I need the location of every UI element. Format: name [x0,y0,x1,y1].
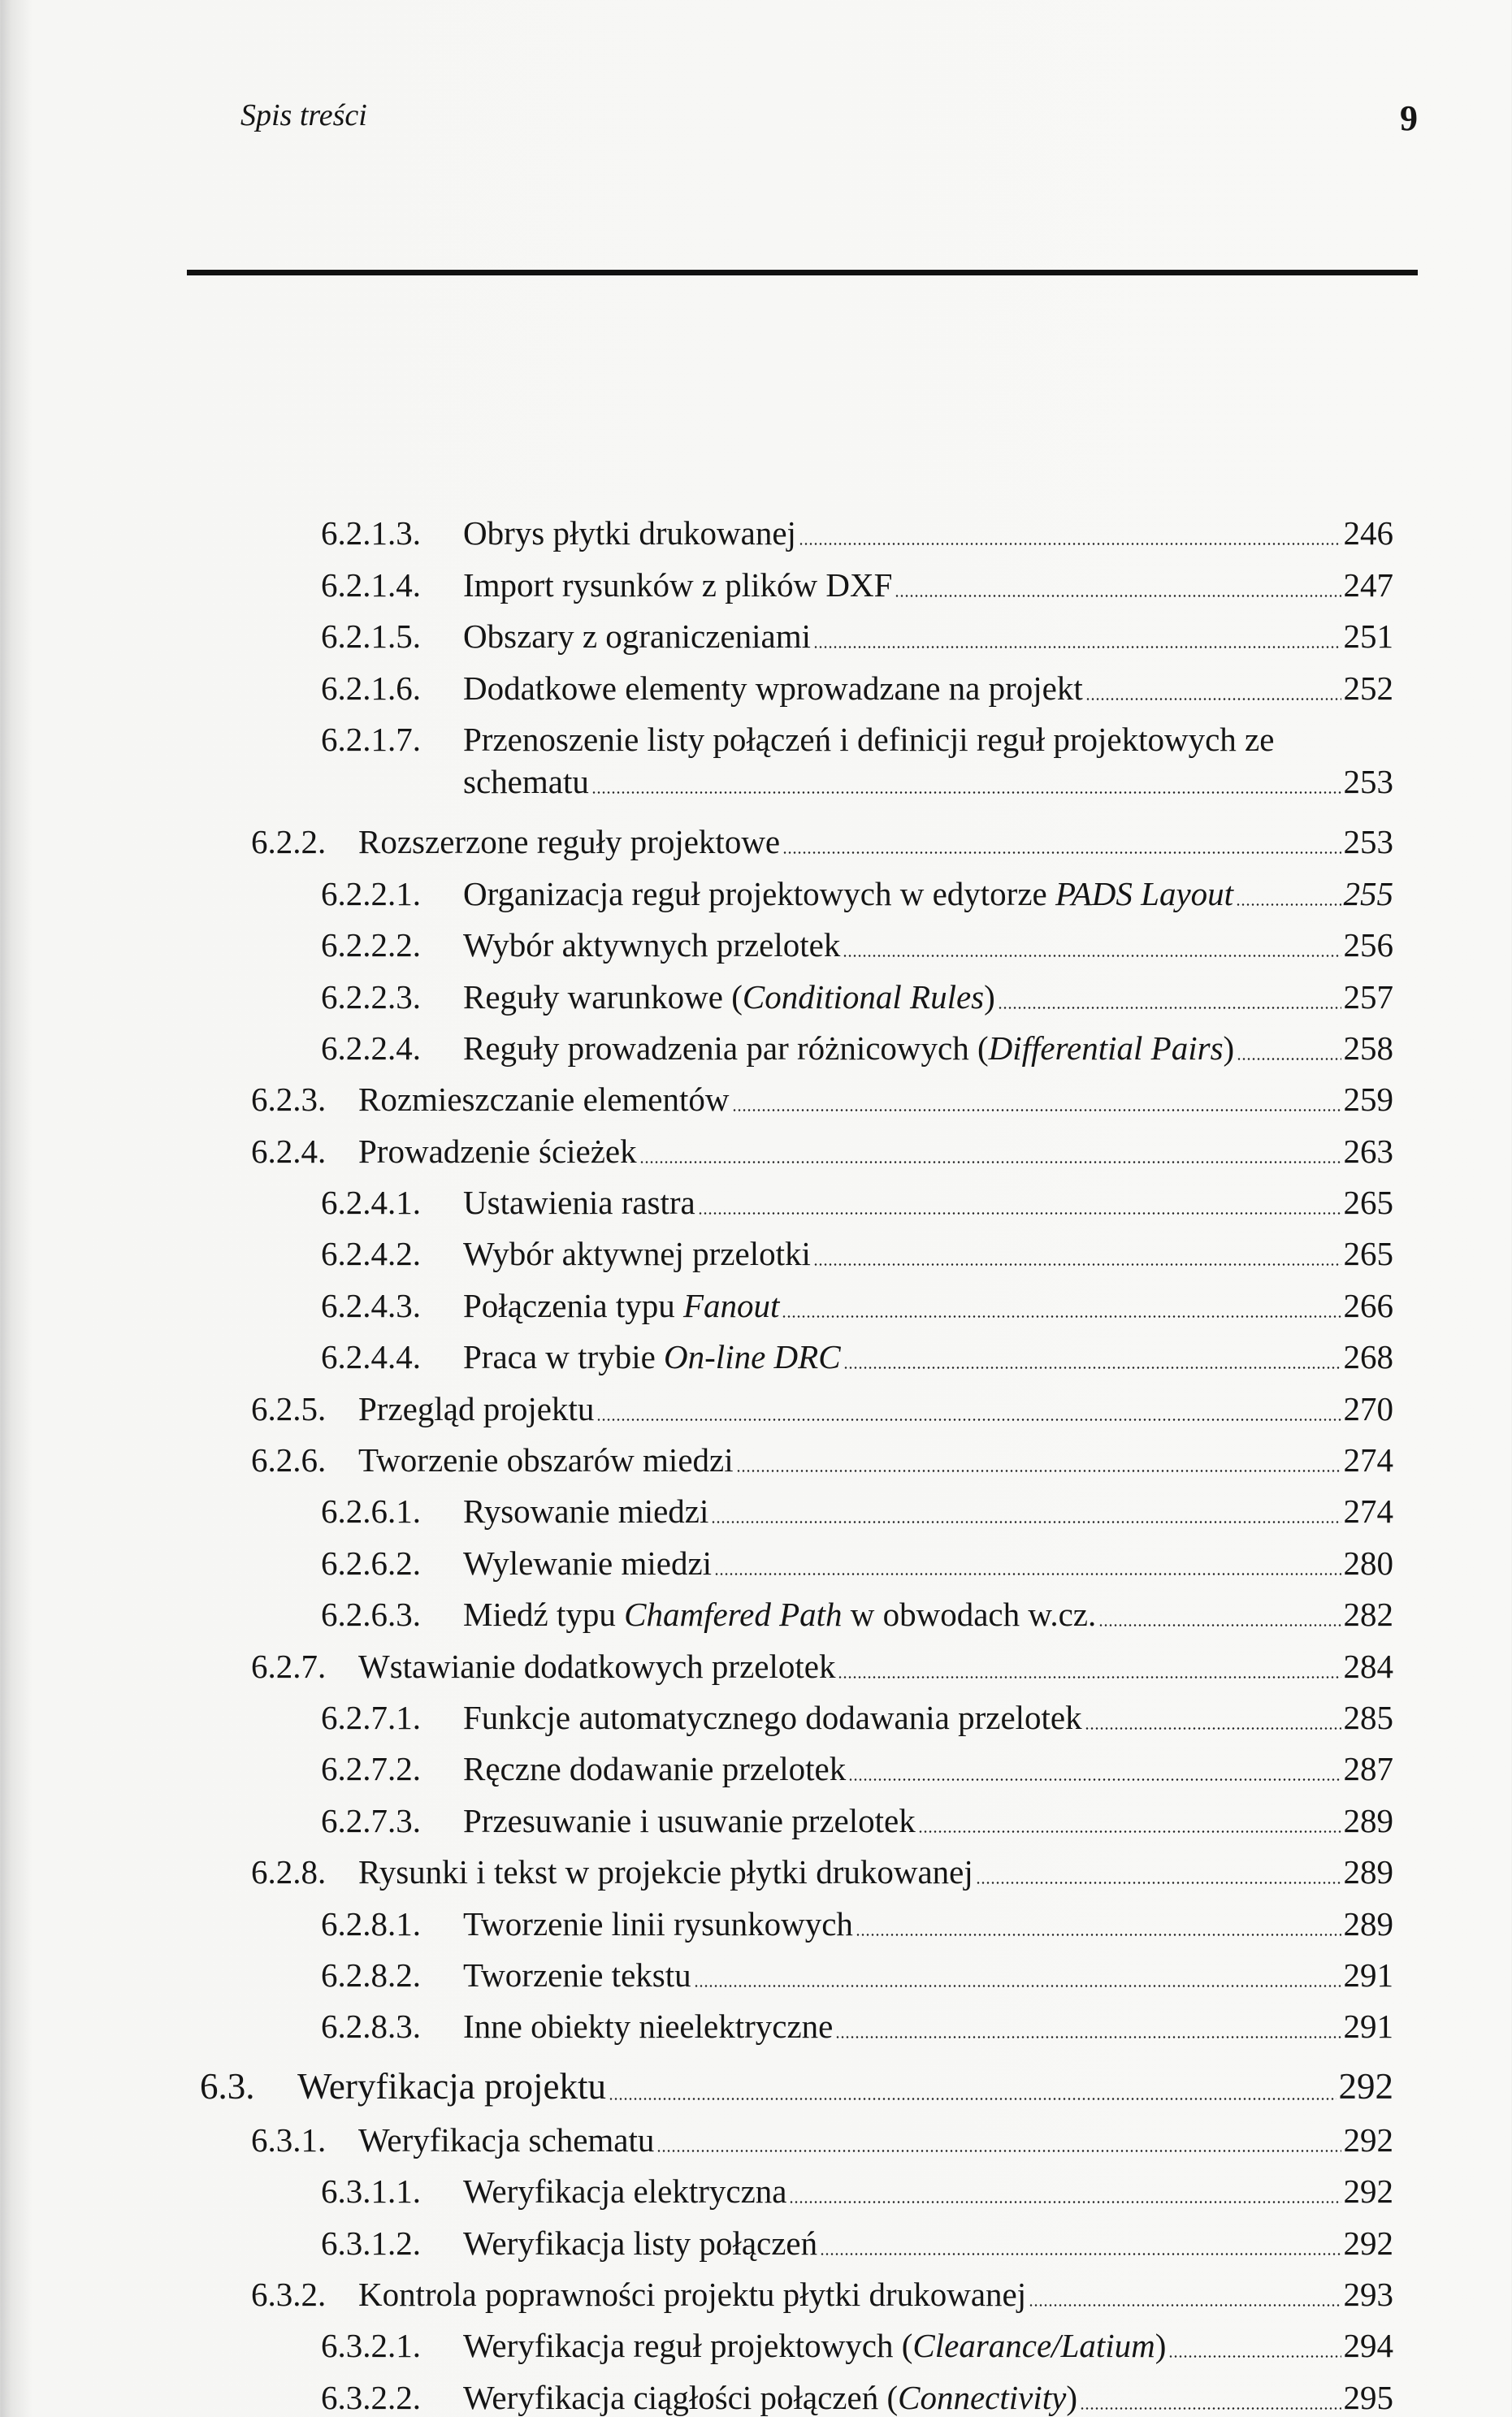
entry-number: 6.2.1.7. [321,720,421,758]
entry-title-text: Tworzenie obszarów miedzi [358,1441,734,1479]
entry-number: 6.2.2.4. [321,1029,421,1067]
entry-title [358,1440,734,1479]
entry-title-text: Kontrola poprawności projektu płytki drukowanej [358,2275,1027,2313]
dot-leader [843,955,1341,957]
toc-entry [0,1376,1393,1427]
entry-number: 6.2.7.2. [321,1750,421,1788]
entry-title-italic: Connectivity [898,2378,1067,2416]
toc-entry [0,2263,1393,2314]
dot-leader [1085,698,1341,700]
toc-entry [0,861,1393,912]
dot-leader [848,1778,1341,1781]
entry-number: 6.2.7.3. [321,1801,421,1839]
entry-title-text: Weryfikacja projektu [297,2066,606,2107]
table-of-contents [0,501,1393,2417]
entry-page-number: 291 [1343,1956,1393,1994]
entry-page-number: 282 [1343,1596,1393,1634]
entry-title [463,1286,779,1325]
entry-line [321,708,1393,759]
entry-title-italic: PADS Layout [1055,874,1234,912]
entry-title [358,1389,594,1428]
entry-title [463,1337,841,1376]
entry-page-number: 259 [1343,1081,1393,1119]
toc-entry [0,1686,1393,1737]
entry-page-number: 266 [1343,1286,1393,1324]
toc-entry [0,1634,1393,1685]
entry-page-number: 294 [1343,2327,1393,2365]
entry-title-italic: Differential Pairs [988,1029,1224,1067]
toc-entry [0,1788,1393,1839]
entry-page-number: 253 [1343,762,1393,800]
entry-page-number: 258 [1343,1029,1393,1067]
dot-leader [1098,1624,1341,1626]
toc-entry [0,656,1393,707]
entry-number: 6.3.2.2. [321,2378,421,2416]
dot-leader [639,1161,1341,1163]
entry-page-number: 285 [1343,1698,1393,1736]
toc-entry [0,2055,1393,2107]
dot-leader [711,1521,1341,1523]
entry-title-suffix: ) [1066,2378,1077,2416]
dot-leader [591,791,1341,794]
entry-number: 6.2.5. [251,1389,327,1427]
entry-title [463,1595,1096,1634]
entry-page-number: 263 [1343,1132,1393,1170]
entry-title-text: Wylewanie miedzi [463,1544,713,1582]
toc-entry [0,501,1393,552]
entry-title-text: Tworzenie tekstu [463,1956,691,1994]
entry-number: 6.3.1.1. [321,2172,421,2211]
entry-number: 6.2.1.4. [321,565,421,604]
entry-title [463,2007,833,2046]
dot-leader [856,1934,1341,1936]
toc-entry [0,604,1393,656]
entry-page-number: 256 [1343,926,1393,964]
dot-leader [976,1882,1341,1884]
entry-page-number: 289 [1343,1904,1393,1943]
toc-entry [0,2314,1393,2365]
entry-number: 6.2.7.1. [321,1698,421,1736]
entry-title [463,1183,695,1222]
entry-page-number: 246 [1343,514,1393,552]
running-title: Spis treści [240,98,367,132]
entry-page-number: 255 [1343,874,1393,912]
entry-number: 6.2.1.5. [321,617,421,656]
entry-title-text: Przesuwanie i usuwanie przelotek [463,1801,916,1839]
entry-page-number: 265 [1343,1235,1393,1273]
entry-title-text: Rysunki i tekst w projekcie płytki drukowanej [358,1853,973,1891]
dot-leader [918,1830,1341,1833]
entry-title-text: Przenoszenie listy połączeń i definicji reguł projektowych ze [463,720,1275,758]
toc-entry [0,1531,1393,1582]
entry-number: 6.3.2.1. [321,2327,421,2365]
dot-leader [820,2253,1341,2255]
entry-title-text: Wybór aktywnej przelotki [463,1235,811,1273]
entry-page-number: 291 [1343,2008,1393,2046]
entry-page-number: 293 [1343,2275,1393,2313]
entry-title-text: Tworzenie linii rysunkowych [463,1904,853,1943]
toc-entry [0,1325,1393,1376]
entry-title [463,513,796,552]
toc-entry [0,2107,1393,2159]
entry-page-number: 292 [1343,2224,1393,2262]
entry-title [358,1852,973,1891]
entry-number: 6.2.8. [251,1853,327,1891]
entry-number: 6.2.4.3. [321,1286,421,1324]
entry-title [463,874,1233,913]
entry-title-text: Rysowanie miedzi [463,1492,709,1531]
entry-number: 6.2.8.1. [321,1904,421,1943]
toc-entry [0,552,1393,604]
entry-title-text: Praca w trybie [463,1338,665,1376]
entry-number: 6.2.2.1. [321,874,421,912]
toc-entry [0,913,1393,964]
entry-title-suffix: ) [984,977,995,1016]
toc-entry [0,1737,1393,1788]
toc-entry [0,1428,1393,1479]
dot-leader [1080,2407,1341,2410]
entry-title-text: Weryfikacja listy połączeń [463,2224,818,2262]
entry-title-text: Ustawienia rastra [463,1184,695,1222]
entry-title-text: Weryfikacja ciągłości połączeń ( [463,2378,899,2416]
entry-page-number: 292 [1343,2172,1393,2211]
page-header [187,97,1418,276]
entry-title-suffix: w obwodach w.cz. [842,1596,1097,1634]
entry-number: 6.2.1.6. [321,669,421,707]
entry-page-number: 287 [1343,1750,1393,1788]
dot-leader [843,1367,1341,1369]
entry-number: 6.2.6.3. [321,1596,421,1634]
entry-number: 6.2.4.4. [321,1338,421,1376]
entry-title-text: Reguły warunkowe ( [463,977,743,1016]
entry-title [463,1234,811,1273]
entry-title-text: Dodatkowe elementy wprowadzane na projekt [463,669,1083,707]
entry-title-text: Import rysunków z plików DXF [463,565,893,604]
entry-number: 6.2.8.2. [321,1956,421,1994]
entry-title-text: Inne obiekty nieelektryczne [463,2008,834,2046]
entry-number: 6.2.6. [251,1441,327,1479]
entry-title [358,1132,637,1171]
entry-title [358,822,780,861]
dot-leader [1085,1727,1341,1730]
entry-title [358,1647,835,1686]
entry-title [463,2224,817,2263]
entry-page-number: 280 [1343,1544,1393,1582]
entry-number: 6.2.2. [251,823,327,861]
entry-number: 6.3. [200,2066,255,2107]
dot-leader [609,2098,1337,2100]
entry-title [358,2275,1026,2314]
entry-title-text: Rozszerzone reguły projektowe [358,823,781,861]
dot-leader [813,646,1341,648]
entry-title [463,1544,712,1583]
toc-entry [0,2211,1393,2262]
entry-title-italic: Chamfered Path [624,1596,843,1634]
toc-entry [0,1479,1393,1531]
entry-title-text: Rozmieszczanie elementów [358,1081,730,1119]
entry-title [463,1956,691,1995]
entry-page-number: 289 [1343,1801,1393,1839]
page-number: 9 [1400,98,1418,138]
dot-leader [782,851,1341,854]
dot-leader [736,1470,1341,1472]
entry-page-number: 292 [1338,2066,1393,2107]
entry-number: 6.2.4.2. [321,1235,421,1273]
toc-entry [0,1119,1393,1170]
entry-number: 6.2.6.1. [321,1492,421,1531]
entry-number: 6.3.2. [251,2275,327,2313]
entry-title-suffix: ) [1155,2327,1167,2365]
entry-title-text: Weryfikacja reguł projektowych ( [463,2327,913,2365]
toc-entry [0,964,1393,1016]
dot-leader [714,1573,1341,1575]
entry-title [358,1080,730,1119]
dot-leader [596,1419,1341,1421]
header-rule [187,270,1418,275]
entry-number: 6.2.6.2. [321,1544,421,1582]
entry-title [463,925,840,964]
toc-entry [0,2365,1393,2416]
entry-title-text: Połączenia typu [463,1286,683,1324]
entry-number: 6.2.2.2. [321,926,421,964]
entry-title-text: Przegląd projektu [358,1389,595,1427]
dot-leader [782,1315,1341,1318]
entry-number: 6.2.4.1. [321,1184,421,1222]
entry-page-number: 251 [1343,617,1393,656]
dot-leader [1029,2304,1341,2307]
entry-page-number: 253 [1343,823,1393,861]
dot-leader [732,1109,1341,1111]
dot-leader [656,2150,1341,2152]
entry-title [297,2065,606,2107]
dot-leader [1237,1058,1341,1060]
entry-title-italic: On-line DRC [664,1338,841,1376]
entry-title-suffix: ) [1223,1029,1235,1067]
toc-entry [0,1171,1393,1222]
entry-number: 6.2.3. [251,1081,327,1119]
toc-entry [0,1016,1393,1068]
entry-title-italic: Fanout [682,1286,780,1324]
toc-entry [0,810,1393,861]
toc-entry [0,1943,1393,1995]
entry-page-number: 289 [1343,1853,1393,1891]
entry-title [463,2172,786,2211]
toc-entry [0,1068,1393,1119]
dot-leader [895,595,1341,597]
dot-leader [813,1263,1341,1266]
entry-title [463,720,1274,759]
entry-title [463,1698,1082,1737]
entry-page-number: 257 [1343,977,1393,1016]
entry-title-text: Wybór aktywnych przelotek [463,926,841,964]
entry-page-number: 284 [1343,1647,1393,1685]
entry-page-number: 295 [1343,2378,1393,2416]
entry-title [463,977,995,1016]
toc-entry [0,1273,1393,1324]
entry-page-number: 247 [1343,565,1393,604]
dot-leader [998,1007,1341,1009]
dot-leader [838,1676,1341,1678]
entry-page-number: 274 [1343,1492,1393,1531]
dot-leader [698,1212,1341,1215]
toc-entry [0,1995,1393,2046]
entry-page-number: 270 [1343,1389,1393,1427]
entry-title-italic: Clearance/Latium [912,2327,1155,2365]
dot-leader [799,543,1341,545]
entry-page-number: 274 [1343,1441,1393,1479]
entry-title [463,617,811,656]
toc-entry [0,1583,1393,1634]
toc-entry [0,2159,1393,2211]
entry-title [463,2326,1166,2365]
dot-leader [694,1985,1341,1987]
dot-leader [1168,2355,1341,2358]
entry-number: 6.2.4. [251,1132,327,1170]
entry-title-text: Obrys płytki drukowanej [463,514,796,552]
entry-title-text: Weryfikacja elektryczna [463,2172,787,2211]
entry-title-text: Funkcje automatycznego dodawania przelotek [463,1698,1082,1736]
entry-title [463,1904,853,1943]
entry-title [463,565,892,604]
toc-entry [0,1222,1393,1273]
entry-page-number: 252 [1343,669,1393,707]
entry-title-text: Wstawianie dodatkowych przelotek [358,1647,836,1685]
entry-number: 6.3.1.2. [321,2224,421,2262]
entry-title [463,1029,1234,1068]
entry-title [358,2120,654,2159]
entry-number: 6.2.1.3. [321,514,421,552]
entry-page-number: 292 [1343,2120,1393,2159]
entry-title-text: Reguły prowadzenia par różnicowych ( [463,1029,989,1067]
dot-leader [1236,903,1341,906]
entry-title-text: Weryfikacja schematu [358,2120,655,2159]
dot-leader [789,2201,1341,2203]
entry-page-number: 265 [1343,1184,1393,1222]
entry-number: 6.2.2.3. [321,977,421,1016]
entry-number: 6.3.1. [251,2120,327,2159]
entry-page-number: 268 [1343,1338,1393,1376]
entry-title [463,1801,916,1840]
entry-title-text: Ręczne dodawanie przelotek [463,1750,847,1788]
dot-leader [835,2036,1341,2038]
entry-title-text: Prowadzenie ścieżek [358,1132,637,1170]
toc-entry [0,708,1393,801]
entry-title-continuation: schematu [463,762,589,800]
entry-title-text: Miedź typu [463,1596,625,1634]
entry-title-text: Obszary z ograniczeniami [463,617,812,656]
entry-title [463,1749,846,1788]
entry-title [463,1492,708,1531]
entry-title [463,669,1083,708]
entry-title-italic: Conditional Rules [742,977,985,1016]
entry-title [463,2378,1077,2417]
entry-line [321,759,1393,801]
toc-entry [0,1891,1393,1943]
entry-title-text: Organizacja reguł projektowych w edytorze [463,874,1055,912]
entry-number: 6.2.7. [251,1647,327,1685]
toc-entry [0,1840,1393,1891]
entry-number: 6.2.8.3. [321,2008,421,2046]
